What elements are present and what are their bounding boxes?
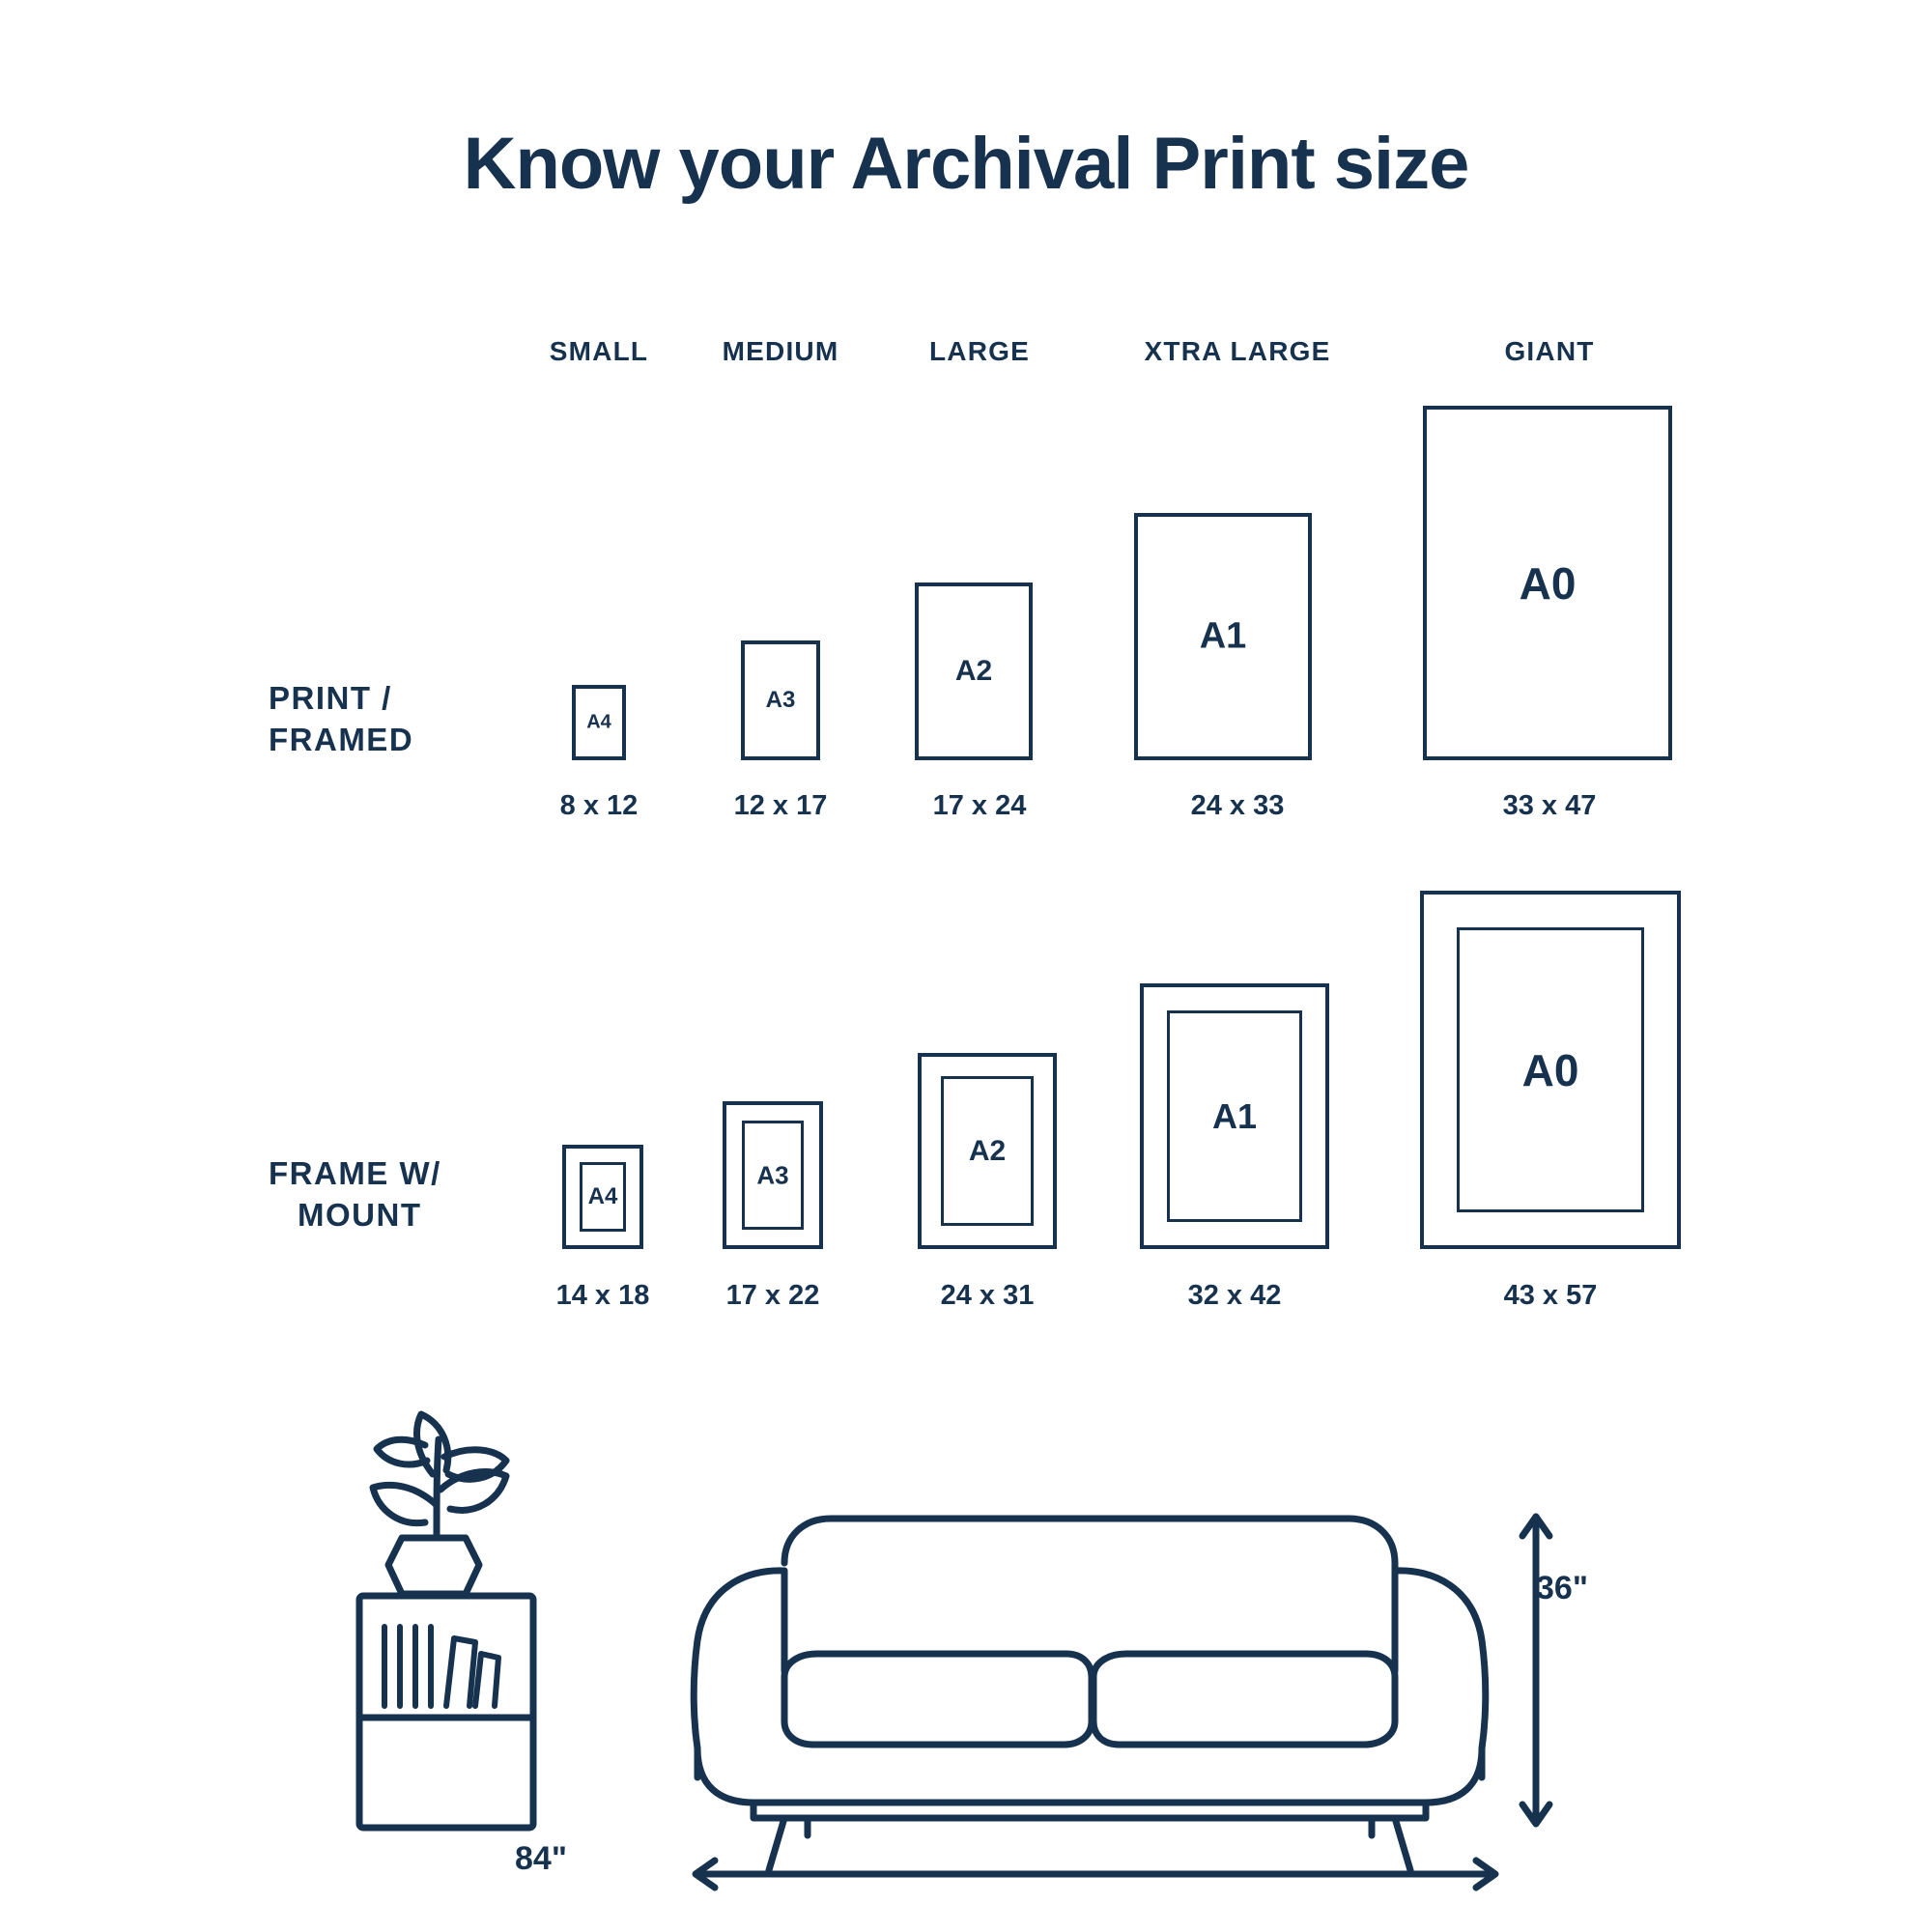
row-label-print-framed-line2: FRAMED	[269, 721, 414, 757]
print-frame-a1-name: A1	[1199, 615, 1247, 657]
dimension-arrow-icon	[1522, 1517, 1549, 1824]
sofa-icon	[694, 1519, 1486, 1870]
print-frame-a2	[915, 582, 1033, 760]
print-size-label-a1: 24 x 33	[1190, 790, 1285, 821]
mount-frame-a2-name: A2	[968, 1134, 1007, 1167]
column-header-small: SMALL	[549, 336, 649, 366]
print-frame-a3	[741, 640, 820, 760]
column-header-large: LARGE	[929, 336, 1030, 366]
mount-frame-a4	[562, 1145, 643, 1249]
column-header-xtra-large: XTRA LARGE	[1144, 336, 1331, 366]
mount-frame-a2	[918, 1053, 1057, 1249]
column-header-giant: GIANT	[1504, 336, 1595, 366]
print-size-label-a2: 17 x 24	[932, 790, 1027, 821]
print-frame-a4-name: A4	[586, 711, 611, 733]
sofa-width-dimension-label	[0, 1840, 1932, 1878]
plant-icon	[373, 1414, 506, 1536]
row-label-frame-with-mount	[269, 1153, 539, 1236]
print-size-label-a4: 8 x 12	[559, 790, 639, 821]
sofa-height-dimension-label: 36"	[1536, 1570, 1588, 1606]
print-size-label-a3: 12 x 17	[733, 790, 828, 821]
mount-frame-a4-name: A4	[587, 1183, 618, 1209]
mount-size-label-a1: 32 x 42	[1187, 1280, 1282, 1311]
row-label-print-framed-line1: PRINT /	[269, 680, 392, 716]
page-title: Know your Archival Print size	[463, 123, 1469, 205]
print-frame-a0-name: A0	[1519, 557, 1577, 609]
mount-frame-a1-name: A1	[1211, 1095, 1258, 1136]
row-label-frame-with-mount-line2: MOUNT	[298, 1196, 422, 1233]
print-size-label-a0: 33 x 47	[1502, 790, 1597, 821]
mount-frame-a0	[1420, 891, 1681, 1249]
print-frame-a0	[1423, 406, 1672, 760]
mount-frame-a1	[1140, 983, 1329, 1249]
mount-size-label-a2: 24 x 31	[940, 1280, 1035, 1311]
mount-frame-a0-name: A0	[1521, 1044, 1579, 1095]
print-frame-a4	[572, 685, 626, 760]
mount-size-label-a0: 43 x 57	[1503, 1280, 1598, 1311]
row-label-print-framed	[269, 678, 520, 761]
column-header-medium: MEDIUM	[722, 336, 839, 366]
mount-size-label-a3: 17 x 22	[725, 1280, 820, 1311]
print-frame-a3-name: A3	[765, 687, 796, 713]
print-frame-a1	[1134, 513, 1312, 760]
books-icon	[384, 1627, 498, 1706]
vase-icon	[388, 1538, 479, 1594]
mount-frame-a3	[723, 1101, 823, 1249]
mount-frame-a3-name: A3	[756, 1160, 789, 1189]
print-frame-a2-name: A2	[954, 655, 993, 687]
row-label-frame-with-mount-line1: FRAME W/	[269, 1155, 441, 1191]
sofa-width-dimension-value: 84"	[515, 1840, 567, 1877]
mount-size-label-a4: 14 x 18	[555, 1280, 650, 1311]
